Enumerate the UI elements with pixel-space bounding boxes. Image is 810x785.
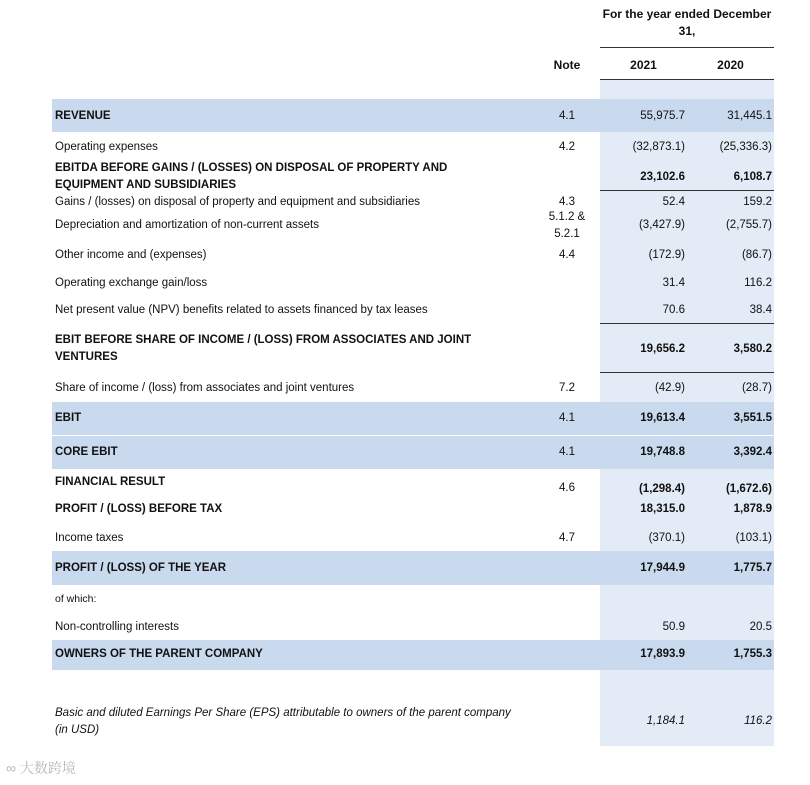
row-label-share: Share of income / (loss) from associates and joint ventures — [55, 382, 355, 394]
row-label-profit: PROFIT / (LOSS) OF THE YEAR — [55, 562, 227, 574]
header-rule-bottom — [600, 79, 774, 80]
row-note-core-ebit: 4.1 — [559, 446, 575, 458]
header-rule-top — [600, 47, 774, 48]
row-label-revenue: REVENUE — [55, 110, 111, 122]
row-label-npv: Net present value (NPV) benefits related to assets financed by tax leases — [55, 304, 428, 316]
col-2020-header: 2020 — [717, 58, 744, 72]
row-2020-revenue: 31,445.1 — [727, 110, 772, 122]
row-2021-gains: 52.4 — [662, 196, 685, 208]
row-label-ebit-before: EBIT BEFORE SHARE OF INCOME / (LOSS) FROM ASSOCIATES AND JOINT VENTURES — [55, 334, 472, 363]
row-2020-fx: 116.2 — [744, 277, 772, 289]
row-2020-opex: (25,336.3) — [719, 141, 772, 153]
row-2020-tax: (103.1) — [735, 532, 772, 544]
row-2020-gains: 159.2 — [743, 196, 772, 208]
row-2020-nci: 20.5 — [749, 621, 772, 633]
row-2021-owners: 17,893.9 — [640, 648, 685, 660]
row-2021-revenue: 55,975.7 — [640, 110, 685, 122]
row-note-revenue: 4.1 — [559, 110, 575, 122]
row-2021-depr: (3,427.9) — [638, 219, 685, 231]
watermark-logo-icon: ∞ — [6, 760, 16, 776]
row-label-core-ebit: CORE EBIT — [55, 446, 118, 458]
row-2020-pbt: 1,878.9 — [733, 503, 772, 515]
row-2021-fin: (1,298.4) — [638, 483, 685, 495]
row-label-of-which: of which: — [55, 593, 97, 605]
period-title: For the year ended December 31, — [602, 7, 772, 38]
ebit-before-rule — [600, 372, 774, 373]
row-2021-tax: (370.1) — [648, 532, 685, 544]
row-2021-pbt: 18,315.0 — [640, 503, 685, 515]
row-2020-other: (86.7) — [741, 249, 772, 261]
row-label-eps: Basic and diluted Earnings Per Share (EPS) attributable to owners of the parent company (in USD) — [55, 707, 511, 736]
row-2021-eps: 1,184.1 — [646, 715, 685, 727]
row-2021-npv: 70.6 — [662, 304, 685, 316]
row-2021-profit: 17,944.9 — [640, 562, 685, 574]
row-2021-nci: 50.9 — [662, 621, 685, 633]
row-2020-fin: (1,672.6) — [725, 483, 772, 495]
watermark-text: 大数跨境 — [19, 760, 76, 776]
row-2021-other: (172.9) — [648, 249, 685, 261]
row-label-opex: Operating expenses — [55, 141, 158, 153]
row-2020-ebitda: 6,108.7 — [733, 171, 772, 183]
row-note-opex: 4.2 — [559, 141, 575, 153]
row-note-tax: 4.7 — [559, 532, 575, 544]
row-label-fin: FINANCIAL RESULT — [55, 476, 166, 488]
row-note-ebit: 4.1 — [559, 412, 575, 424]
row-2020-depr: (2,755.7) — [725, 219, 772, 231]
row-label-other: Other income and (expenses) — [55, 249, 207, 261]
row-2020-ebit: 3,551.5 — [733, 412, 772, 424]
row-2020-ebit-before: 3,580.2 — [733, 343, 772, 355]
row-2020-core-ebit: 3,392.4 — [733, 446, 772, 458]
row-note-depr: 5.1.2 & 5.2.1 — [548, 211, 586, 240]
row-label-tax: Income taxes — [55, 532, 124, 544]
note-column-header: Note — [553, 58, 581, 72]
row-label-owners: OWNERS OF THE PARENT COMPANY — [55, 648, 263, 660]
row-2021-opex: (32,873.1) — [632, 141, 685, 153]
watermark — [6, 758, 76, 778]
row-2021-ebitda: 23,102.6 — [640, 171, 685, 183]
row-note-gains: 4.3 — [559, 196, 575, 208]
row-note-share: 7.2 — [559, 382, 575, 394]
npv-rule — [600, 323, 774, 324]
row-2020-profit: 1,775.7 — [733, 562, 772, 574]
row-2021-core-ebit: 19,748.8 — [640, 446, 685, 458]
row-2021-ebit-before: 19,656.2 — [640, 343, 685, 355]
row-2020-npv: 38.4 — [749, 304, 772, 316]
row-label-gains: Gains / (losses) on disposal of property and equipment and subsidiaries — [55, 196, 421, 208]
row-2020-owners: 1,755.3 — [733, 648, 772, 660]
row-label-nci: Non-controlling interests — [55, 621, 180, 633]
row-label-ebitda: EBITDA BEFORE GAINS / (LOSSES) ON DISPOSAL OF PROPERTY AND EQUIPMENT AND SUBSIDIARIES — [55, 162, 448, 191]
row-note-other: 4.4 — [559, 249, 575, 261]
row-2020-share: (28.7) — [741, 382, 772, 394]
col-2021-header: 2021 — [630, 58, 657, 72]
ebitda-rule — [600, 190, 774, 191]
row-label-pbt: PROFIT / (LOSS) BEFORE TAX — [55, 503, 223, 515]
row-label-depr: Depreciation and amortization of non-current assets — [55, 219, 320, 231]
row-note-fin: 4.6 — [559, 482, 575, 494]
row-2021-fx: 31.4 — [662, 277, 685, 289]
row-2021-ebit: 19,613.4 — [640, 412, 685, 424]
row-label-fx: Operating exchange gain/loss — [55, 277, 208, 289]
row-label-ebit: EBIT — [55, 412, 82, 424]
row-2020-eps: 116.2 — [744, 715, 772, 727]
row-2021-share: (42.9) — [654, 382, 685, 394]
